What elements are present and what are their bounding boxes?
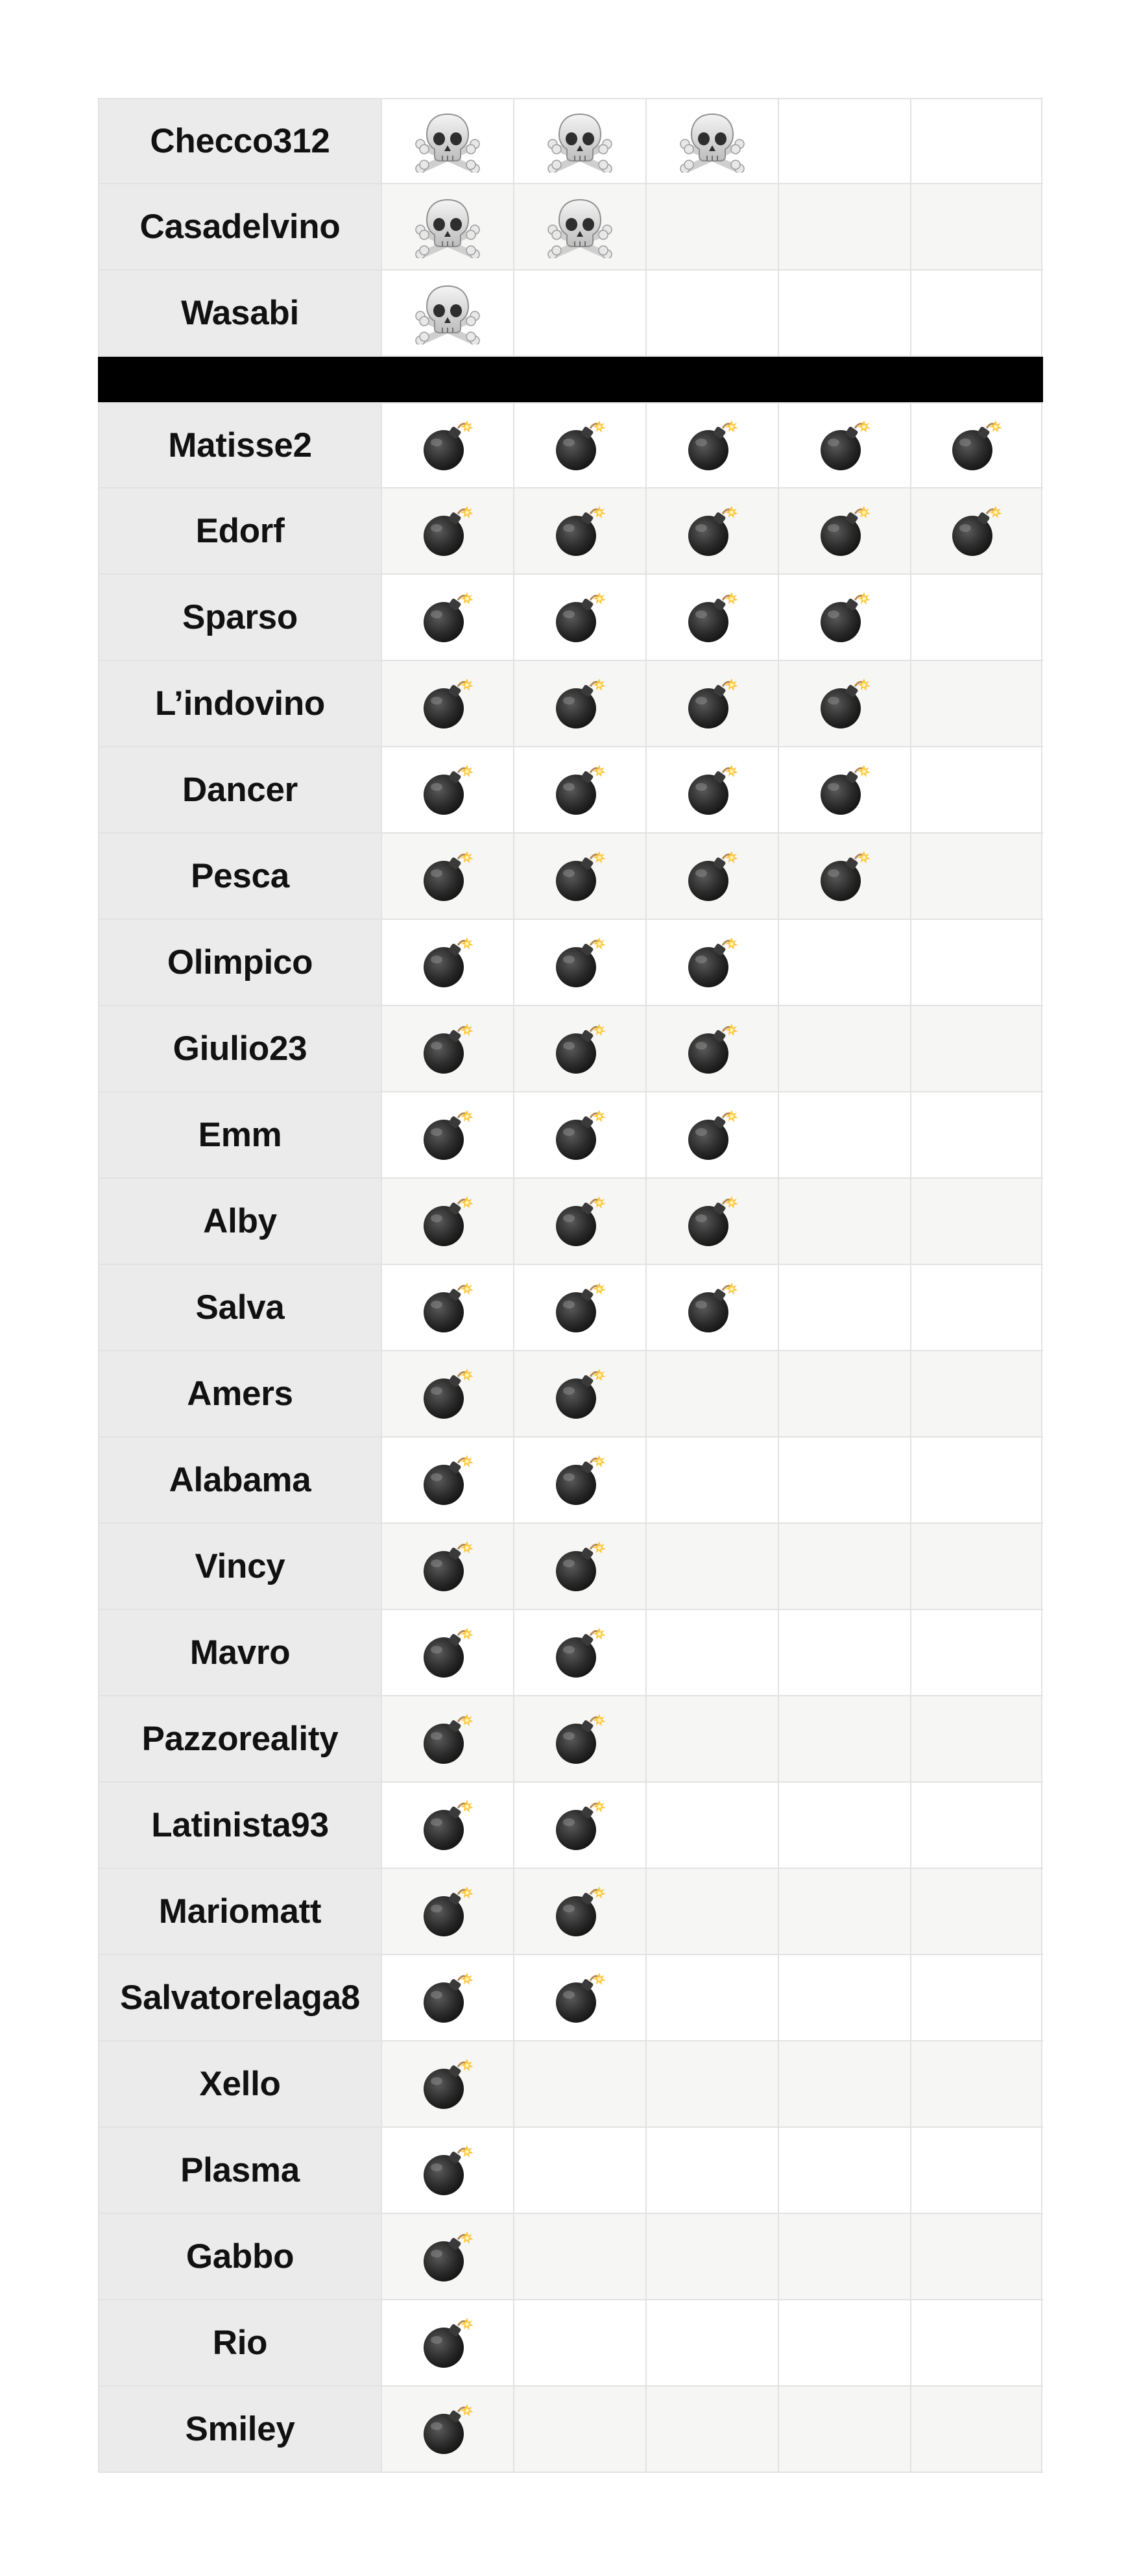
table-row xyxy=(98,661,1043,747)
bomb-icon xyxy=(420,1713,475,1766)
bomb-icon xyxy=(420,850,475,903)
bomb-icon xyxy=(420,1971,475,2025)
bomb-icon xyxy=(553,1281,607,1334)
score-cell xyxy=(910,1696,1042,1781)
table-row xyxy=(98,1955,1043,2041)
score-cell xyxy=(910,747,1042,832)
bomb-icon xyxy=(817,764,872,817)
bomb-icon xyxy=(685,764,739,817)
score-cell xyxy=(910,2300,1042,2385)
score-cell xyxy=(513,1265,645,1350)
bomb-icon xyxy=(420,1109,475,1162)
score-cell xyxy=(645,2214,778,2299)
score-cell xyxy=(381,2387,513,2472)
score-cell xyxy=(513,747,645,832)
score-cell xyxy=(513,920,645,1005)
skull-and-crossbones-icon xyxy=(414,196,481,258)
score-cell xyxy=(381,2300,513,2385)
player-name: Alby xyxy=(98,1179,381,1264)
score-cell xyxy=(513,1696,645,1781)
score-cell xyxy=(381,99,513,183)
score-cell xyxy=(381,575,513,660)
bomb-icon xyxy=(553,1540,607,1593)
bomb-icon xyxy=(420,936,475,989)
player-name: Edorf xyxy=(98,488,381,573)
table-row xyxy=(98,184,1043,271)
player-name: Wasabi xyxy=(98,271,381,355)
bomb-icon xyxy=(553,850,607,903)
bomb-icon xyxy=(420,505,475,558)
score-cell xyxy=(910,1524,1042,1609)
section-divider xyxy=(98,357,1043,402)
bomb-icon xyxy=(553,1454,607,1507)
score-cell xyxy=(778,488,910,573)
score-cell xyxy=(513,1351,645,1436)
bomb-icon xyxy=(420,1540,475,1593)
table-row xyxy=(98,1179,1043,1265)
bomb-icon xyxy=(420,677,475,730)
table-row xyxy=(98,1869,1043,1955)
bomb-icon xyxy=(817,677,872,730)
table-row xyxy=(98,2128,1043,2214)
table-row xyxy=(98,1610,1043,1696)
score-cell xyxy=(910,1179,1042,1264)
player-name: Latinista93 xyxy=(98,1783,381,1868)
score-cell xyxy=(778,1524,910,1609)
player-name: Giulio23 xyxy=(98,1006,381,1091)
score-cell xyxy=(778,1696,910,1781)
skull-and-crossbones-icon xyxy=(546,110,614,173)
score-cell xyxy=(513,1179,645,1264)
player-name: Mariomatt xyxy=(98,1869,381,1954)
bomb-icon xyxy=(817,591,872,644)
bomb-icon xyxy=(949,419,1003,472)
score-cell xyxy=(645,2387,778,2472)
score-cell xyxy=(645,2128,778,2213)
score-cell xyxy=(513,1524,645,1609)
player-name: Alabama xyxy=(98,1438,381,1523)
score-cell xyxy=(645,747,778,832)
player-name: Casadelvino xyxy=(98,184,381,269)
score-cell xyxy=(513,1006,645,1091)
score-cell xyxy=(645,1869,778,1954)
score-cell xyxy=(381,271,513,355)
bomb-icon xyxy=(420,2403,475,2456)
table-row xyxy=(98,2041,1043,2128)
player-name: Sparso xyxy=(98,575,381,660)
score-cell xyxy=(645,1265,778,1350)
score-cell xyxy=(910,403,1042,487)
bomb-icon xyxy=(420,2144,475,2197)
score-cell xyxy=(513,99,645,183)
score-cell xyxy=(778,920,910,1005)
score-cell xyxy=(910,834,1042,919)
score-cell xyxy=(381,747,513,832)
score-cell xyxy=(645,834,778,919)
score-cell xyxy=(778,2387,910,2472)
score-cell xyxy=(778,747,910,832)
score-cell xyxy=(645,1783,778,1868)
table-row xyxy=(98,98,1043,184)
score-cell xyxy=(910,1610,1042,1695)
score-cell xyxy=(513,2387,645,2472)
bomb-icon xyxy=(420,2058,475,2111)
bomb-icon xyxy=(553,419,607,472)
score-cell xyxy=(645,488,778,573)
bomb-icon xyxy=(420,1281,475,1334)
bomb-icon xyxy=(420,1022,475,1076)
bomb-icon xyxy=(949,505,1003,558)
score-cell xyxy=(381,2214,513,2299)
score-cell xyxy=(778,2128,910,2213)
bomb-icon xyxy=(685,1109,739,1162)
score-cell xyxy=(778,834,910,919)
score-cell xyxy=(778,1783,910,1868)
score-cell xyxy=(513,2041,645,2126)
bomb-icon xyxy=(685,936,739,989)
bomb-icon xyxy=(553,677,607,730)
score-cell xyxy=(513,403,645,487)
bomb-icon xyxy=(553,1713,607,1766)
table-row xyxy=(98,1006,1043,1092)
eliminated-section xyxy=(98,98,1043,357)
table-row xyxy=(98,271,1043,357)
score-cell xyxy=(513,1610,645,1695)
table-row xyxy=(98,1351,1043,1438)
table-row xyxy=(98,834,1043,920)
score-cell xyxy=(513,834,645,919)
score-cell xyxy=(513,1869,645,1954)
player-name: Amers xyxy=(98,1351,381,1436)
score-cell xyxy=(910,2041,1042,2126)
active-section xyxy=(98,402,1043,2473)
bomb-icon xyxy=(685,1281,739,1334)
bomb-icon xyxy=(553,764,607,817)
bomb-icon xyxy=(420,2230,475,2283)
bomb-icon xyxy=(553,1799,607,1852)
score-cell xyxy=(645,403,778,487)
score-cell xyxy=(645,99,778,183)
score-cell xyxy=(381,184,513,269)
score-cell xyxy=(778,1179,910,1264)
score-cell xyxy=(778,575,910,660)
score-cell xyxy=(645,661,778,746)
score-cell xyxy=(381,1265,513,1350)
bomb-icon xyxy=(685,1195,739,1248)
score-cell xyxy=(513,1783,645,1868)
player-name: Pazzoreality xyxy=(98,1696,381,1781)
bomb-icon xyxy=(420,419,475,472)
player-name: Matisse2 xyxy=(98,403,381,487)
score-cell xyxy=(778,1610,910,1695)
score-cell xyxy=(381,920,513,1005)
score-cell xyxy=(381,2128,513,2213)
score-cell xyxy=(381,1524,513,1609)
score-cell xyxy=(778,1092,910,1177)
score-cell xyxy=(910,1438,1042,1523)
skull-and-crossbones-icon xyxy=(679,110,746,173)
score-cell xyxy=(645,1438,778,1523)
score-cell xyxy=(778,2300,910,2385)
bomb-icon xyxy=(553,1195,607,1248)
score-cell xyxy=(778,2214,910,2299)
score-cell xyxy=(381,1696,513,1781)
score-cell xyxy=(645,1092,778,1177)
score-cell xyxy=(513,184,645,269)
player-name: Mavro xyxy=(98,1610,381,1695)
player-name: Checco312 xyxy=(98,99,381,183)
score-cell xyxy=(910,1006,1042,1091)
table-row xyxy=(98,1438,1043,1524)
score-cell xyxy=(645,2300,778,2385)
bomb-icon xyxy=(817,505,872,558)
score-cell xyxy=(381,1351,513,1436)
score-cell xyxy=(645,1006,778,1091)
score-cell xyxy=(381,1869,513,1954)
score-cell xyxy=(778,1955,910,2040)
score-cell xyxy=(645,1955,778,2040)
score-cell xyxy=(778,184,910,269)
score-cell xyxy=(513,575,645,660)
score-cell xyxy=(778,271,910,355)
score-cell xyxy=(513,1438,645,1523)
score-cell xyxy=(513,1092,645,1177)
bomb-icon xyxy=(420,1367,475,1421)
score-cell xyxy=(910,1092,1042,1177)
bomb-icon xyxy=(420,1626,475,1679)
table-row xyxy=(98,747,1043,834)
player-name: Salva xyxy=(98,1265,381,1350)
score-cell xyxy=(910,1955,1042,2040)
table-row xyxy=(98,2300,1043,2387)
bomb-icon xyxy=(420,764,475,817)
player-name: L’indovino xyxy=(98,661,381,746)
table-row xyxy=(98,1696,1043,1783)
player-name: Salvatorelaga8 xyxy=(98,1955,381,2040)
score-cell xyxy=(910,1265,1042,1350)
score-cell xyxy=(645,1524,778,1609)
bomb-icon xyxy=(553,1022,607,1076)
score-cell xyxy=(910,184,1042,269)
score-cell xyxy=(778,661,910,746)
score-cell xyxy=(645,184,778,269)
bomb-icon xyxy=(420,1195,475,1248)
score-cell xyxy=(513,2214,645,2299)
player-name: Olimpico xyxy=(98,920,381,1005)
score-cell xyxy=(910,2214,1042,2299)
score-cell xyxy=(778,403,910,487)
score-cell xyxy=(381,834,513,919)
score-cell xyxy=(513,2128,645,2213)
score-cell xyxy=(778,1006,910,1091)
score-cell xyxy=(910,99,1042,183)
table-row xyxy=(98,575,1043,661)
score-cell xyxy=(910,1869,1042,1954)
player-name: Plasma xyxy=(98,2128,381,2213)
table-row xyxy=(98,920,1043,1006)
score-cell xyxy=(910,920,1042,1005)
table-row xyxy=(98,2214,1043,2300)
table-row xyxy=(98,1524,1043,1610)
score-cell xyxy=(381,1610,513,1695)
skull-and-crossbones-icon xyxy=(414,282,481,344)
score-cell xyxy=(778,1265,910,1350)
score-cell xyxy=(645,1696,778,1781)
player-name: Rio xyxy=(98,2300,381,2385)
bomb-icon xyxy=(553,1626,607,1679)
bomb-icon xyxy=(685,850,739,903)
player-name: Pesca xyxy=(98,834,381,919)
bomb-icon xyxy=(420,1454,475,1507)
table-row xyxy=(98,1265,1043,1351)
bomb-icon xyxy=(685,505,739,558)
score-cell xyxy=(513,2300,645,2385)
player-name: Vincy xyxy=(98,1524,381,1609)
score-cell xyxy=(381,403,513,487)
bomb-icon xyxy=(420,591,475,644)
score-cell xyxy=(778,99,910,183)
score-cell xyxy=(910,271,1042,355)
score-cell xyxy=(513,488,645,573)
skull-and-crossbones-icon xyxy=(414,110,481,173)
player-name: Dancer xyxy=(98,747,381,832)
bomb-icon xyxy=(553,1109,607,1162)
score-cell xyxy=(381,1092,513,1177)
bomb-icon xyxy=(553,591,607,644)
bomb-icon xyxy=(685,677,739,730)
table-row xyxy=(98,488,1043,575)
table-row xyxy=(98,402,1043,488)
bomb-icon xyxy=(553,1885,607,1938)
score-cell xyxy=(778,2041,910,2126)
bomb-icon xyxy=(420,1799,475,1852)
score-cell xyxy=(513,1955,645,2040)
score-cell xyxy=(910,1783,1042,1868)
score-cell xyxy=(910,2128,1042,2213)
bomb-icon xyxy=(685,1022,739,1076)
score-cell xyxy=(645,2041,778,2126)
bomb-icon xyxy=(817,850,872,903)
score-cell xyxy=(910,661,1042,746)
score-cell xyxy=(778,1438,910,1523)
score-cell xyxy=(645,271,778,355)
skull-and-crossbones-icon xyxy=(546,196,614,258)
score-cell xyxy=(381,2041,513,2126)
score-cell xyxy=(910,2387,1042,2472)
bomb-icon xyxy=(553,936,607,989)
player-name: Emm xyxy=(98,1092,381,1177)
score-cell xyxy=(381,488,513,573)
bomb-icon xyxy=(685,591,739,644)
bomb-icon xyxy=(420,2317,475,2370)
score-cell xyxy=(645,1351,778,1436)
bomb-icon xyxy=(553,505,607,558)
score-cell xyxy=(910,575,1042,660)
score-cell xyxy=(381,1179,513,1264)
table-row xyxy=(98,1783,1043,1869)
bomb-icon xyxy=(553,1367,607,1421)
score-cell xyxy=(910,488,1042,573)
score-cell xyxy=(513,271,645,355)
score-cell xyxy=(381,661,513,746)
bomb-icon xyxy=(553,1971,607,2025)
score-cell xyxy=(645,920,778,1005)
table-row xyxy=(98,1092,1043,1179)
score-cell xyxy=(513,661,645,746)
bomb-icon xyxy=(685,419,739,472)
score-cell xyxy=(910,1351,1042,1436)
score-cell xyxy=(778,1869,910,1954)
score-cell xyxy=(381,1006,513,1091)
score-cell xyxy=(381,1783,513,1868)
score-cell xyxy=(778,1351,910,1436)
table-row xyxy=(98,2387,1043,2473)
score-cell xyxy=(645,1179,778,1264)
score-cell xyxy=(645,1610,778,1695)
player-name: Xello xyxy=(98,2041,381,2126)
score-cell xyxy=(645,575,778,660)
score-cell xyxy=(381,1955,513,2040)
player-name: Smiley xyxy=(98,2387,381,2472)
player-name: Gabbo xyxy=(98,2214,381,2299)
bomb-icon xyxy=(817,419,872,472)
scoreboard-table xyxy=(98,98,1043,2473)
score-cell xyxy=(381,1438,513,1523)
bomb-icon xyxy=(420,1885,475,1938)
